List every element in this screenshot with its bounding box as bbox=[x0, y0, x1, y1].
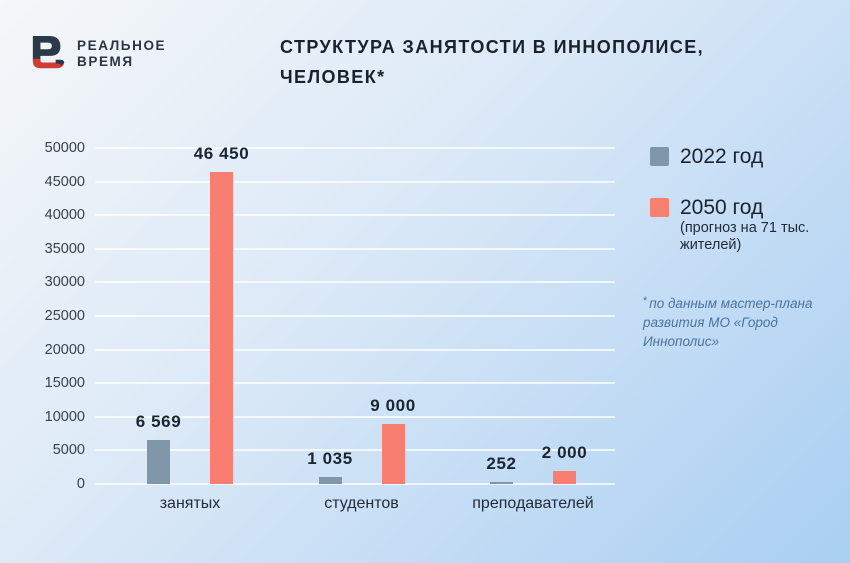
gridline bbox=[95, 483, 615, 485]
y-tick-label: 5000 bbox=[52, 442, 85, 459]
logo-text-line2: ВРЕМЯ bbox=[77, 54, 134, 69]
gridline bbox=[95, 349, 615, 351]
y-tick-label: 30000 bbox=[44, 274, 85, 291]
value-label: 9 000 bbox=[370, 395, 416, 415]
value-label: 2 000 bbox=[541, 442, 588, 462]
y-tick-label: 15000 bbox=[44, 375, 85, 392]
legend-note-2050: (прогноз на 71 тыс. жителей) bbox=[680, 220, 810, 253]
legend-label-2022: 2022 год bbox=[680, 145, 764, 168]
gridline bbox=[95, 449, 615, 451]
footnote-marker: * bbox=[643, 295, 648, 307]
legend-label-2050: 2050 год bbox=[680, 196, 764, 219]
value-label: 252 bbox=[486, 454, 517, 473]
bar-2022-студентов bbox=[319, 477, 342, 484]
bar-2050-занятых bbox=[210, 172, 233, 484]
value-label: 1 035 bbox=[307, 449, 353, 469]
logo bbox=[30, 35, 166, 73]
logo-text bbox=[77, 38, 166, 70]
legend-swatch-2022 bbox=[650, 147, 669, 166]
gridline bbox=[95, 315, 615, 317]
y-tick-label: 35000 bbox=[44, 240, 85, 257]
gridline bbox=[95, 181, 615, 183]
legend-item-2022 bbox=[650, 144, 832, 169]
y-tick-label: 40000 bbox=[44, 207, 85, 224]
gridline bbox=[95, 214, 615, 216]
gridline bbox=[95, 248, 615, 250]
y-tick-label: 0 bbox=[76, 476, 85, 492]
page-title-line1: СТРУКТУРА ЗАНЯТОСТИ В ИННОПОЛИСЕ, bbox=[280, 37, 705, 57]
gridline bbox=[95, 281, 615, 283]
category-label-преподавателей: преподавателей bbox=[472, 495, 594, 512]
y-tick-label: 45000 bbox=[44, 173, 85, 190]
plot-area bbox=[95, 143, 615, 512]
category-label-студентов: студентов bbox=[324, 495, 399, 512]
legend-item-2050 bbox=[650, 195, 832, 254]
gridline bbox=[95, 147, 615, 149]
page-title-line2: ЧЕЛОВЕК* bbox=[280, 67, 386, 87]
page-title bbox=[280, 32, 704, 92]
gridline bbox=[95, 382, 615, 384]
y-tick-label: 50000 bbox=[44, 140, 85, 156]
y-tick-label: 20000 bbox=[44, 341, 85, 358]
value-label: 46 450 bbox=[193, 143, 250, 163]
legend bbox=[650, 144, 832, 280]
bar-2022-занятых bbox=[147, 440, 170, 484]
bar-2022-преподавателей bbox=[490, 482, 513, 484]
legend-swatch-2050 bbox=[650, 198, 669, 217]
value-label: 6 569 bbox=[135, 411, 182, 431]
footnote bbox=[643, 292, 829, 351]
realnoe-vremya-logo-icon bbox=[30, 35, 68, 73]
bar-2050-студентов bbox=[382, 424, 405, 484]
y-tick-label: 10000 bbox=[44, 408, 85, 425]
logo-text-line1: РЕАЛЬНОЕ bbox=[77, 38, 167, 53]
y-tick-label: 25000 bbox=[44, 308, 85, 324]
footnote-text: по данным мастер-плана развития МО «Город Иннополис» bbox=[643, 296, 813, 349]
bar-2050-преподавателей bbox=[553, 471, 576, 484]
category-label-занятых: занятых bbox=[159, 495, 221, 512]
